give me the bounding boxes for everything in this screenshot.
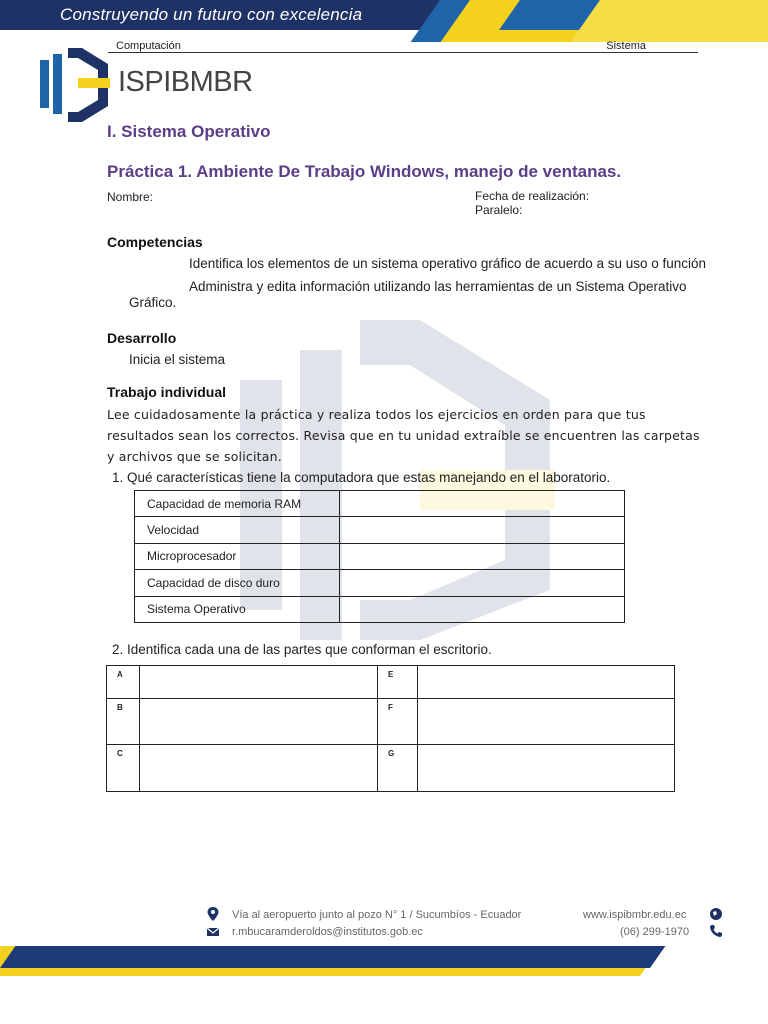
meta-topic: Sistema xyxy=(606,40,646,52)
spec-label: Velocidad xyxy=(135,517,340,543)
desarrollo-heading: Desarrollo xyxy=(107,330,177,346)
question-2: 2. Identifica cada una de las partes que conforman el escritorio. xyxy=(112,642,492,657)
competencias-heading: Competencias xyxy=(107,234,203,250)
part-answer-cell[interactable] xyxy=(418,666,675,699)
ispibmbr-logo-icon xyxy=(38,46,118,124)
phone-icon xyxy=(709,924,723,938)
spec-label: Capacidad de memoria RAM xyxy=(135,491,340,517)
spec-answer-cell[interactable] xyxy=(340,543,625,569)
spec-label: Sistema Operativo xyxy=(135,596,340,622)
part-key: C xyxy=(107,745,140,792)
trabajo-heading: Trabajo individual xyxy=(107,384,227,400)
footer-email[interactable]: r.mbucaramderoldos@institutos.gob.ec xyxy=(232,926,423,938)
spec-answer-cell[interactable] xyxy=(340,491,625,517)
footer-address: Vía al aeropuerto junto al pozo N° 1 / Sucumbíos - Ecuador xyxy=(232,909,522,921)
section-title: I. Sistema Operativo xyxy=(107,122,271,141)
question-1: 1. Qué características tiene la computadora que estas manejando en el laboratorio. xyxy=(112,470,611,485)
logo-wordmark: ISPIBMBR xyxy=(118,66,253,98)
header-slogan: Construyendo un futuro con excelencia xyxy=(60,5,363,24)
part-answer-cell[interactable] xyxy=(140,745,378,792)
location-pin-icon xyxy=(206,907,220,921)
computer-specs-table xyxy=(134,490,625,623)
spec-answer-cell[interactable] xyxy=(340,596,625,622)
desktop-parts-table xyxy=(106,665,675,792)
header-band xyxy=(0,0,768,42)
practice-title: Práctica 1. Ambiente De Trabajo Windows, manejo de ventanas. xyxy=(107,162,622,181)
name-label: Nombre: xyxy=(107,190,154,204)
table-row xyxy=(107,745,675,792)
spec-answer-cell[interactable] xyxy=(340,570,625,596)
mail-icon xyxy=(206,925,220,939)
spec-label: Microprocesador xyxy=(135,543,340,569)
part-key: A xyxy=(107,666,140,699)
spec-answer-cell[interactable] xyxy=(340,517,625,543)
trabajo-line-1: Lee cuidadosamente la práctica y realiza todos los ejercicios en orden para que tus xyxy=(107,407,646,422)
table-row xyxy=(107,699,675,745)
parallel-label: Paralelo: xyxy=(475,203,523,217)
table-row xyxy=(107,666,675,699)
footer-band xyxy=(0,946,768,976)
table-row xyxy=(135,596,625,622)
part-answer-cell[interactable] xyxy=(140,699,378,745)
part-answer-cell[interactable] xyxy=(418,745,675,792)
part-key: E xyxy=(378,666,418,699)
document-meta-row xyxy=(108,38,698,53)
part-answer-cell[interactable] xyxy=(418,699,675,745)
table-row xyxy=(135,570,625,596)
competencia-item-1: Identifica los elementos de un sistema operativo gráfico de acuerdo a su uso o función xyxy=(189,256,707,271)
table-row xyxy=(135,491,625,517)
footer-navy-stripe xyxy=(0,946,665,968)
table-row xyxy=(135,517,625,543)
spec-label: Capacidad de disco duro xyxy=(135,570,340,596)
part-key: B xyxy=(107,699,140,745)
header-yellow-stripe-2 xyxy=(571,0,768,42)
meta-subject: Computación xyxy=(116,40,181,52)
part-key: G xyxy=(378,745,418,792)
part-answer-cell[interactable] xyxy=(140,666,378,699)
globe-icon xyxy=(709,907,723,921)
table-row xyxy=(135,543,625,569)
footer-phone[interactable]: (06) 299-1970 xyxy=(620,926,690,938)
competencia-item-2: Administra y edita información utilizando las herramientas de un Sistema Operativo xyxy=(189,279,687,294)
trabajo-line-2: resultados sean los correctos. Revisa que en tu unidad extraíble se encuentren las carpetas xyxy=(107,428,700,443)
footer-website[interactable]: www.ispibmbr.edu.ec xyxy=(583,909,687,921)
desarrollo-text: Inicia el sistema xyxy=(129,352,226,367)
trabajo-line-3: y archivos que se solicitan. xyxy=(107,449,282,464)
part-key: F xyxy=(378,699,418,745)
date-label: Fecha de realización: xyxy=(475,189,590,203)
competencia-item-2-cont: Gráfico. xyxy=(129,295,177,310)
